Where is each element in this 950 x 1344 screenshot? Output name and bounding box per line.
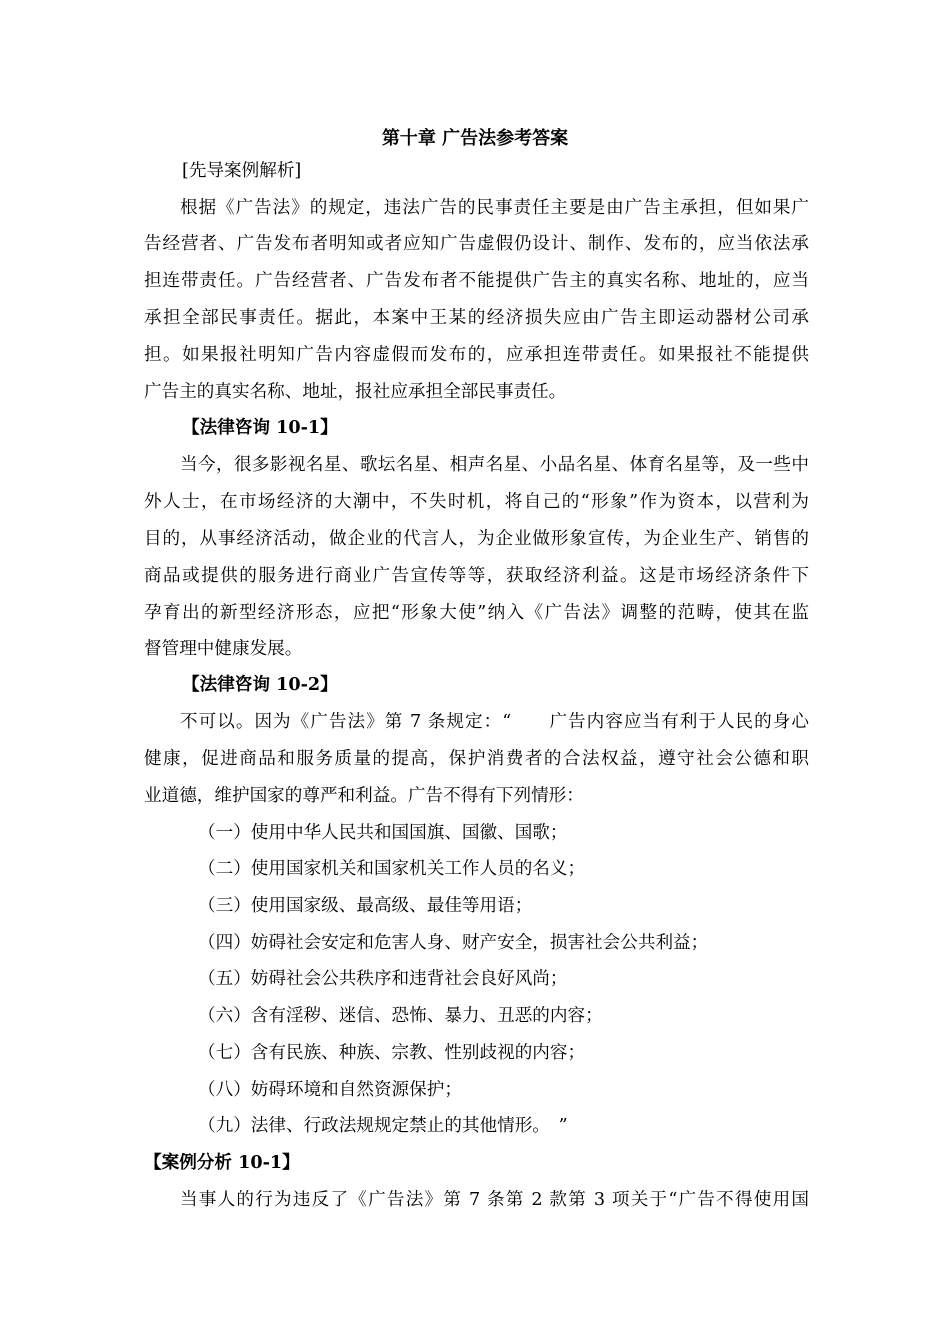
paragraph-line: 当事人的行为违反了《广告法》第 7 条第 2 款第 3 项关于“广告不得使用国 [180,1190,809,1210]
list-item: （三）使用国家级、最高级、最佳等用语； [198,896,533,916]
paragraph-line: 担连带责任。广告经营者、广告发布者不能提供广告主的真实名称、地址的，应当 [144,271,809,291]
list-item: （五）妨碍社会公共秩序和违背社会良好风尚； [198,969,568,989]
list-item: （二）使用国家机关和国家机关工作人员的名义； [198,859,586,879]
list-item: （四）妨碍社会安定和危害人身、财产安全，损害社会公共利益； [198,933,709,953]
paragraph-line: 不可以。因为《广告法》第 7 条规定：“ 广告内容应当有利于人民的身心 [180,712,809,732]
paragraph-line: 承担全部民事责任。据此，本案中王某的经济损失应由广告主即运动器材公司承 [144,308,809,328]
list-item: （七）含有民族、种族、宗教、性别歧视的内容； [198,1043,586,1063]
paragraph-line: 督管理中健康发展。 [144,639,303,659]
page-title: 第十章 广告法参考答案 [381,128,569,149]
paragraph-line: 孕育出的新型经济形态，应把“形象大使”纳入《广告法》调整的范畴，使其在监 [144,603,809,623]
list-item: （一）使用中华人民共和国国旗、国徽、国歌； [198,823,568,843]
section-heading-case-analysis-10-1: 【案例分析 10-1】 [144,1152,300,1173]
paragraph-line: 根据《广告法》的规定，违法广告的民事责任主要是由广告主承担，但如果广 [180,198,809,218]
paragraph-line: 目的，从事经济活动，做企业的代言人，为企业做形象宣传，为企业生产、销售的 [144,529,809,549]
paragraph-line: 告经营者、广告发布者明知或者应知广告虚假仍设计、制作、发布的，应当依法承 [144,234,809,254]
paragraph-line: 广告主的真实名称、地址，报社应承担全部民事责任。 [144,382,567,402]
section-heading-lead-case: [先导案例解析] [182,161,302,181]
list-item: （六）含有淫秽、迷信、恐怖、暴力、丑恶的内容； [198,1006,603,1026]
list-item: （九）法律、行政法规规定禁止的其他情形。 ” [198,1116,568,1136]
paragraph-line: 担。如果报社明知广告内容虚假而发布的，应承担连带责任。如果报社不能提供 [144,345,809,365]
section-heading-legal-consult-10-2: 【法律咨询 10-2】 [182,674,338,695]
paragraph-line: 健康，促进商品和服务质量的提高，保护消费者的合法权益，遵守社会公德和职 [144,749,809,769]
paragraph-line: 商品或提供的服务进行商业广告宣传等等，获取经济利益。这是市场经济条件下 [144,566,809,586]
list-item: （八）妨碍环境和自然资源保护； [198,1080,462,1100]
section-heading-legal-consult-10-1: 【法律咨询 10-1】 [182,417,338,438]
paragraph-line: 业道德，维护国家的尊严和利益。广告不得有下列情形： [144,786,584,806]
paragraph-line: 当今，很多影视名星、歌坛名星、相声名星、小品名星、体育名星等，及一些中 [180,455,809,475]
paragraph-line: 外人士，在市场经济的大潮中，不失时机，将自己的“形象”作为资本，以营利为 [144,492,809,512]
